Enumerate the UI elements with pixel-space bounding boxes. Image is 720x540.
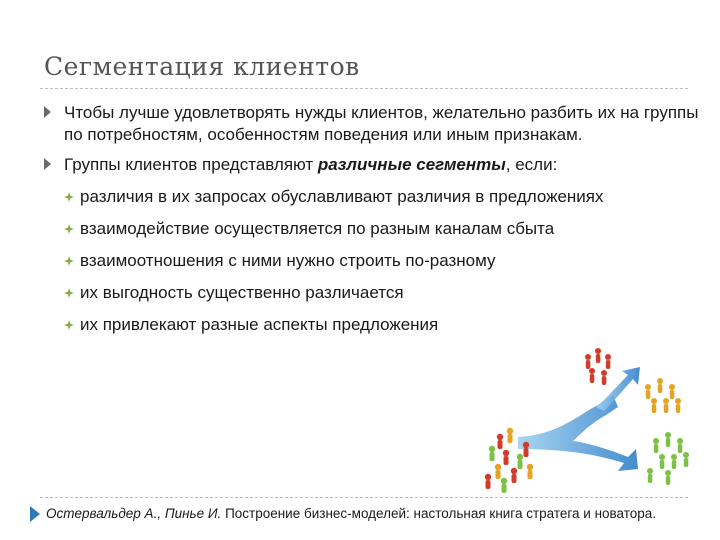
title-divider (40, 88, 688, 89)
people-segments-arrow-icon (478, 345, 703, 495)
diamond-icon (64, 320, 74, 330)
bullet-item (42, 154, 702, 176)
arrow-right-icon (44, 158, 51, 170)
sub-bullet-item (64, 282, 702, 304)
diamond-icon (64, 192, 74, 202)
diamond-icon (64, 224, 74, 234)
bullet-text: Чтобы лучше удовлетворять нужды клиентов, желательно разбить их на группы по потребностям, особенностям поведения или иным признакам. (64, 103, 699, 144)
bullet-item (42, 102, 702, 146)
content (42, 102, 702, 346)
footer-source: Построение бизнес-моделей: настольная книга стратега и новатора. (221, 506, 657, 521)
slide-title: Сегментация клиентов (44, 52, 360, 81)
sub-bullet-item (64, 218, 702, 240)
sub-bullet-text: взаимодействие осуществляется по разным каналам сбыта (80, 219, 555, 238)
diamond-icon (64, 256, 74, 266)
sub-bullet-item (64, 314, 702, 336)
sub-bullet-text: различия в их запросах обуславливают различия в предложениях (80, 187, 604, 206)
sub-bullet-item (64, 250, 702, 272)
footer-divider (40, 497, 688, 498)
sub-bullet-text: их выгодность существенно различается (80, 283, 404, 302)
sub-bullet-text: их привлекают разные аспекты предложения (80, 315, 439, 334)
sub-bullet-text: взаимоотношения с ними нужно строить по-разному (80, 251, 496, 270)
bullet-emphasis: различные сегменты (317, 155, 506, 174)
footer-citation (30, 506, 720, 522)
arrow-right-icon (30, 506, 40, 522)
arrow-right-icon (44, 106, 51, 118)
bullet-text-after: , если: (505, 155, 558, 174)
footer-author: Остервальдер А., Пинье И. (46, 506, 222, 521)
sub-bullet-item (42, 186, 702, 208)
diamond-icon (64, 288, 74, 298)
bullet-text-before: Группы клиентов представляют (64, 155, 318, 174)
